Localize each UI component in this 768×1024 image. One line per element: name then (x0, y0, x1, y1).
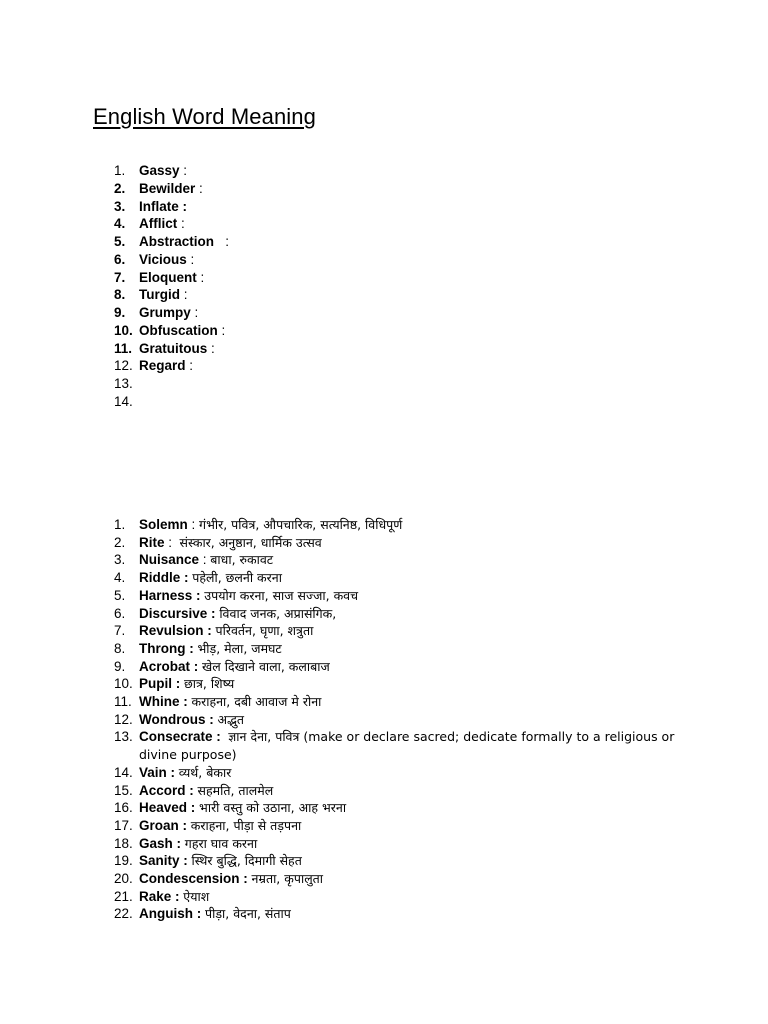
item-term: Accord : (139, 782, 194, 798)
item-number: 6. (114, 605, 126, 621)
item-term: Inflate : (139, 198, 188, 214)
item-meaning: सहमति, तालमेल (197, 782, 274, 798)
item-meaning: नम्रता, कृपालुता (251, 871, 324, 887)
item-term: Heaved : (139, 800, 196, 816)
item-term: Throng : (139, 640, 194, 656)
list-item (114, 870, 679, 888)
item-meaning: बाधा, रुकावट (210, 552, 274, 568)
item-number: 3. (114, 198, 126, 214)
item-number: 20. (114, 871, 133, 887)
item-meaning: भारी वस्तु को उठाना, आह भरना (199, 800, 347, 816)
item-term: Discursive : (139, 605, 216, 621)
item-meaning: ज्ञान देना, पवित्र (228, 729, 300, 745)
item-number: 1. (114, 517, 126, 532)
item-meaning: गहरा घाव करना (184, 835, 258, 851)
list-item (114, 905, 679, 923)
item-term: Harness : (139, 587, 201, 603)
item-number: 4. (114, 570, 126, 586)
item-number: 17. (114, 817, 133, 833)
item-number: 13. (114, 376, 133, 391)
item-term: Pupil : (139, 676, 181, 692)
item-meaning: कराहना, दबी आवाज मे रोना (191, 694, 322, 710)
item-separator: : (186, 251, 195, 267)
list-item (114, 605, 679, 623)
item-meaning: विवाद जनक, अप्रासंगिक, (219, 605, 337, 621)
list-item (114, 675, 679, 693)
item-number: 19. (114, 853, 133, 869)
item-term: Grumpy (139, 305, 191, 320)
list-item (114, 215, 229, 233)
item-number: 6. (114, 251, 126, 267)
item-term: Obfuscation (139, 322, 218, 338)
item-number: 5. (114, 234, 126, 249)
item-meaning: ऐयाश (183, 888, 210, 904)
list-item (114, 782, 679, 800)
list-item (114, 728, 679, 763)
list-item (114, 357, 229, 375)
item-number: 9. (114, 658, 126, 674)
item-meaning: भीड़, मेला, जमघट (197, 640, 282, 656)
item-number: 4. (114, 216, 126, 232)
item-number: 10. (114, 322, 133, 338)
item-number: 14. (114, 764, 133, 780)
item-term: Acrobat : (139, 658, 199, 674)
item-term: Consecrate : (139, 729, 221, 745)
item-meaning: छात्र, शिष्य (184, 676, 235, 692)
item-term: Rite (139, 534, 165, 550)
word-meaning-list (114, 516, 679, 923)
item-number: 9. (114, 305, 126, 320)
item-term: Gassy (139, 163, 180, 178)
item-term: Abstraction (139, 234, 215, 249)
list-item (114, 888, 679, 906)
item-meaning: खेल दिखाने वाला, कलाबाज (202, 658, 330, 674)
item-number: 2. (114, 180, 126, 196)
item-separator: : (185, 358, 194, 374)
item-meaning: कराहना, पीड़ा से तड़पना (190, 817, 302, 833)
list-item (114, 375, 229, 393)
page-title: English Word Meaning (93, 104, 316, 129)
item-number: 5. (114, 587, 126, 603)
item-separator: : (164, 534, 180, 550)
list-item (114, 162, 229, 180)
item-number: 1. (114, 163, 126, 178)
item-meaning: पीड़ा, वेदना, संताप (205, 906, 291, 922)
list-item (114, 340, 229, 358)
item-term: Vain : (139, 764, 176, 780)
item-separator: : (177, 216, 185, 232)
list-item (114, 304, 229, 322)
item-meaning: संस्कार, अनुष्ठान, धार्मिक उत्सव (179, 534, 322, 550)
list-item (114, 799, 679, 817)
item-number: 16. (114, 800, 133, 816)
item-number: 3. (114, 552, 126, 568)
list-item (114, 569, 679, 587)
item-meaning: अद्भुत (217, 711, 245, 727)
list-item (114, 251, 229, 269)
list-item (114, 640, 679, 658)
list-item (114, 322, 229, 340)
item-term: Riddle : (139, 570, 189, 586)
item-term: Turgid (139, 287, 180, 303)
list-item (114, 711, 679, 729)
list-item (114, 693, 679, 711)
item-term: Gash : (139, 835, 182, 851)
item-meaning: पहेली, छलनी करना (192, 570, 282, 586)
item-term: Sanity : (139, 853, 188, 869)
list-item (114, 286, 229, 304)
item-number: 11. (114, 340, 133, 356)
list-item (114, 180, 229, 198)
item-number: 10. (114, 676, 133, 692)
word-list-blank (114, 162, 229, 411)
item-term: Groan : (139, 817, 188, 833)
item-separator: : (180, 287, 188, 303)
list-item (114, 198, 229, 216)
list-item (114, 764, 679, 782)
item-term: Gratuitous (139, 340, 208, 356)
item-number: 11. (114, 694, 132, 710)
item-number: 18. (114, 835, 133, 851)
item-separator: : (214, 234, 230, 249)
item-number: 12. (114, 358, 133, 374)
item-term: Whine : (139, 694, 188, 710)
list-item (114, 269, 229, 287)
item-term: Regard (139, 358, 186, 374)
list-item (114, 658, 679, 676)
list-item (114, 551, 679, 569)
item-number: 12. (114, 711, 133, 727)
list-item (114, 622, 679, 640)
item-meaning: गंभीर, पवित्र, औपचारिक, सत्यनिष्ठ, विधिपूर्ण (199, 517, 403, 532)
item-meaning: उपयोग करना, साज सज्जा, कवच (204, 587, 359, 603)
item-term: Nuisance (139, 552, 200, 568)
item-separator: : (187, 517, 200, 532)
item-separator: : (195, 180, 203, 196)
list-item (114, 233, 229, 251)
item-meaning-english: (make or declare sacred; dedicate formally to a religious or divine purpose) (139, 729, 679, 763)
item-term: Solemn (139, 517, 188, 532)
item-term: Afflict (139, 216, 178, 232)
item-number: 22. (114, 906, 133, 922)
list-item (114, 817, 679, 835)
item-term: Wondrous : (139, 711, 214, 727)
item-term: Condescension : (139, 871, 248, 887)
item-separator: : (196, 269, 205, 285)
item-meaning: व्यर्थ, बेकार (178, 764, 232, 780)
item-term: Rake : (139, 888, 180, 904)
item-separator: : (207, 340, 215, 356)
list-item (114, 587, 679, 605)
item-term: Revulsion : (139, 623, 212, 639)
item-number: 7. (114, 623, 126, 639)
list-item (114, 835, 679, 853)
item-term: Eloquent (139, 269, 197, 285)
item-term: Anguish : (139, 906, 202, 922)
list-item (114, 516, 679, 534)
list-item (114, 534, 679, 552)
item-separator: : (190, 305, 199, 320)
item-separator: : (199, 552, 211, 568)
item-number: 21. (114, 888, 133, 904)
item-number: 13. (114, 729, 133, 745)
item-term: Bewilder (139, 180, 196, 196)
item-number: 2. (114, 534, 126, 550)
item-meaning: परिवर्तन, घृणा, शत्रुता (215, 623, 314, 639)
item-separator: : (179, 163, 188, 178)
item-meaning: स्थिर बुद्धि, दिमागी सेहत (191, 853, 302, 869)
item-separator: : (217, 322, 226, 338)
item-number: 8. (114, 287, 126, 303)
item-number: 7. (114, 269, 126, 285)
list-item (114, 393, 229, 411)
item-term: Vicious (139, 251, 187, 267)
item-number: 15. (114, 782, 133, 798)
list-item (114, 852, 679, 870)
item-number: 8. (114, 640, 126, 656)
item-number: 14. (114, 393, 133, 409)
